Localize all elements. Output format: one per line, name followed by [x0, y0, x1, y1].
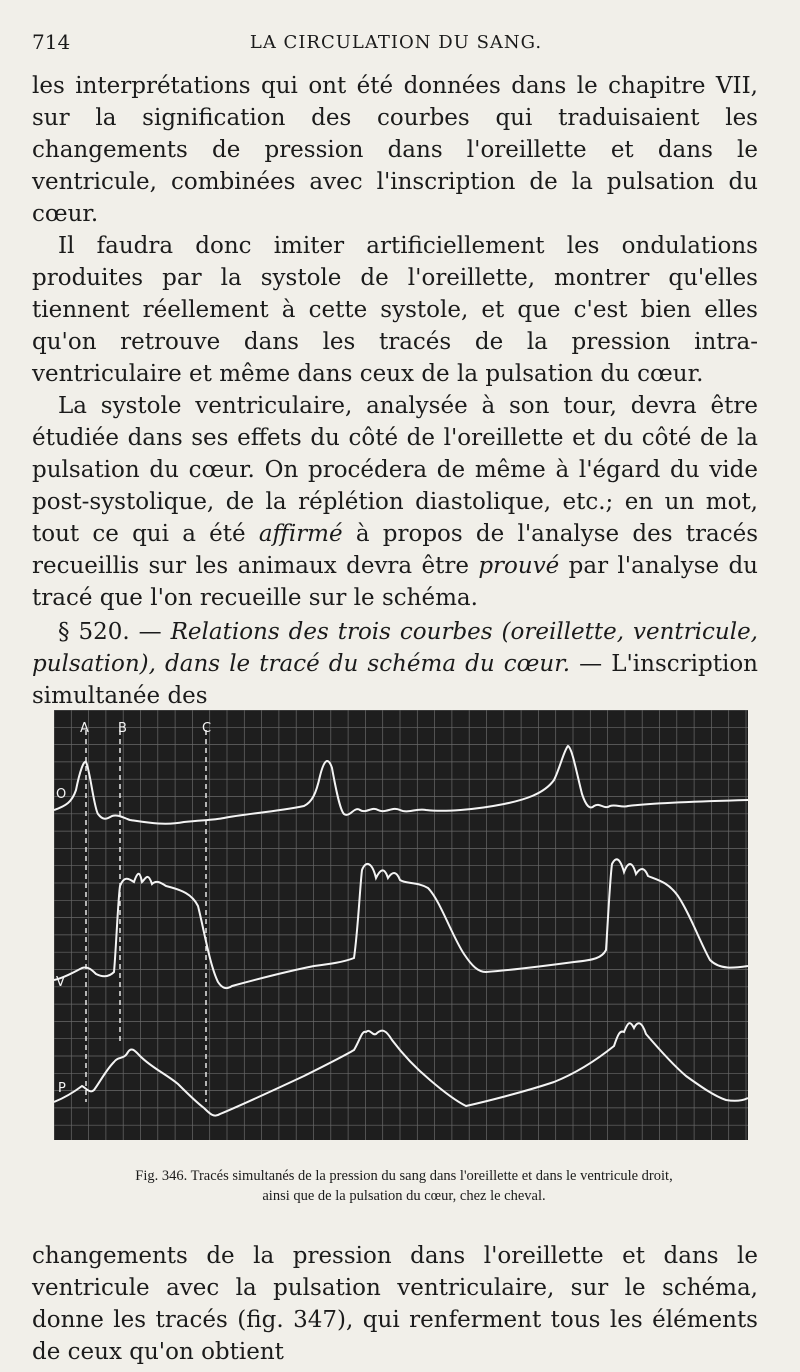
section-title: Relations des trois courbes (oreillette, ventricule, pulsation), dans le tracé du schéma du cœur.	[32, 619, 758, 677]
figure-caption	[54, 1166, 754, 1206]
figure-346-traces	[54, 710, 748, 1140]
page-number: 714	[32, 30, 71, 54]
section-number: § 520. —	[58, 619, 171, 645]
paragraph: changements de la pression dans l'oreillette et dans le ventricule avec la pulsation ventriculaire, sur le schéma, donne les tracés (fig. 347), qui renferment tous les éléments de ceux qu'on obtient	[32, 1243, 758, 1365]
paragraph: Il faudra donc imiter artificiellement les ondulations produites par la systole de l'oreillette, montrer qu'elles tiennent réellement à cette systole, et que c'est bien elles qu'on retrouve dans les tracés de la pression intra-ventriculaire et même dans ceux de la pulsation du cœur.	[32, 233, 758, 387]
marker-lines	[86, 730, 206, 1102]
running-title: LA CIRCULATION DU SANG.	[249, 32, 543, 53]
trace-plate	[54, 710, 748, 1140]
marker-label-c: C	[202, 721, 212, 736]
emphasis: prouvé	[478, 553, 560, 579]
caption-line: ainsi que de la pulsation du cœur, chez le cheval.	[262, 1188, 546, 1204]
body-text-top	[32, 70, 758, 614]
caption-line: Fig. 346. Tracés simultanés de la pression du sang dans l'oreillette et dans le ventricule droit,	[135, 1168, 673, 1184]
emphasis: affirmé	[258, 521, 343, 547]
grid-lines	[54, 710, 748, 1140]
text-run: à propos de l'analyse des tracés recueillis sur les animaux devra être	[32, 521, 758, 579]
trace-label-v: V	[56, 975, 65, 990]
trace-label-p: P	[58, 1081, 66, 1096]
paragraph	[32, 390, 758, 614]
marker-label-b: B	[118, 721, 127, 736]
body-text-bottom	[32, 1240, 758, 1368]
text-run: La systole ventriculaire, analysée à son tour, devra être étudiée dans ses effets du côté de l'oreillette et du côté de la pulsation du cœur. On procédera de même à l'égard du vide post-systolique, de la réplétion diastolique, etc.; en un mot, tout ce qui a été	[32, 393, 758, 547]
trace-label-o: O	[56, 787, 67, 802]
section-heading-paragraph	[32, 616, 758, 712]
text-run: par l'analyse du tracé que l'on recueille sur le schéma.	[32, 553, 758, 611]
paragraph: les interprétations qui ont été données dans le chapitre VII, sur la signification des courbes qui traduisaient les changements de pression dans l'oreillette et dans le ventricule, combinées avec l'inscription de la pulsation du cœur.	[32, 73, 758, 227]
marker-label-a: A	[80, 721, 89, 736]
text-run: — L'inscription simultanée des	[32, 651, 758, 709]
running-head	[32, 30, 760, 58]
